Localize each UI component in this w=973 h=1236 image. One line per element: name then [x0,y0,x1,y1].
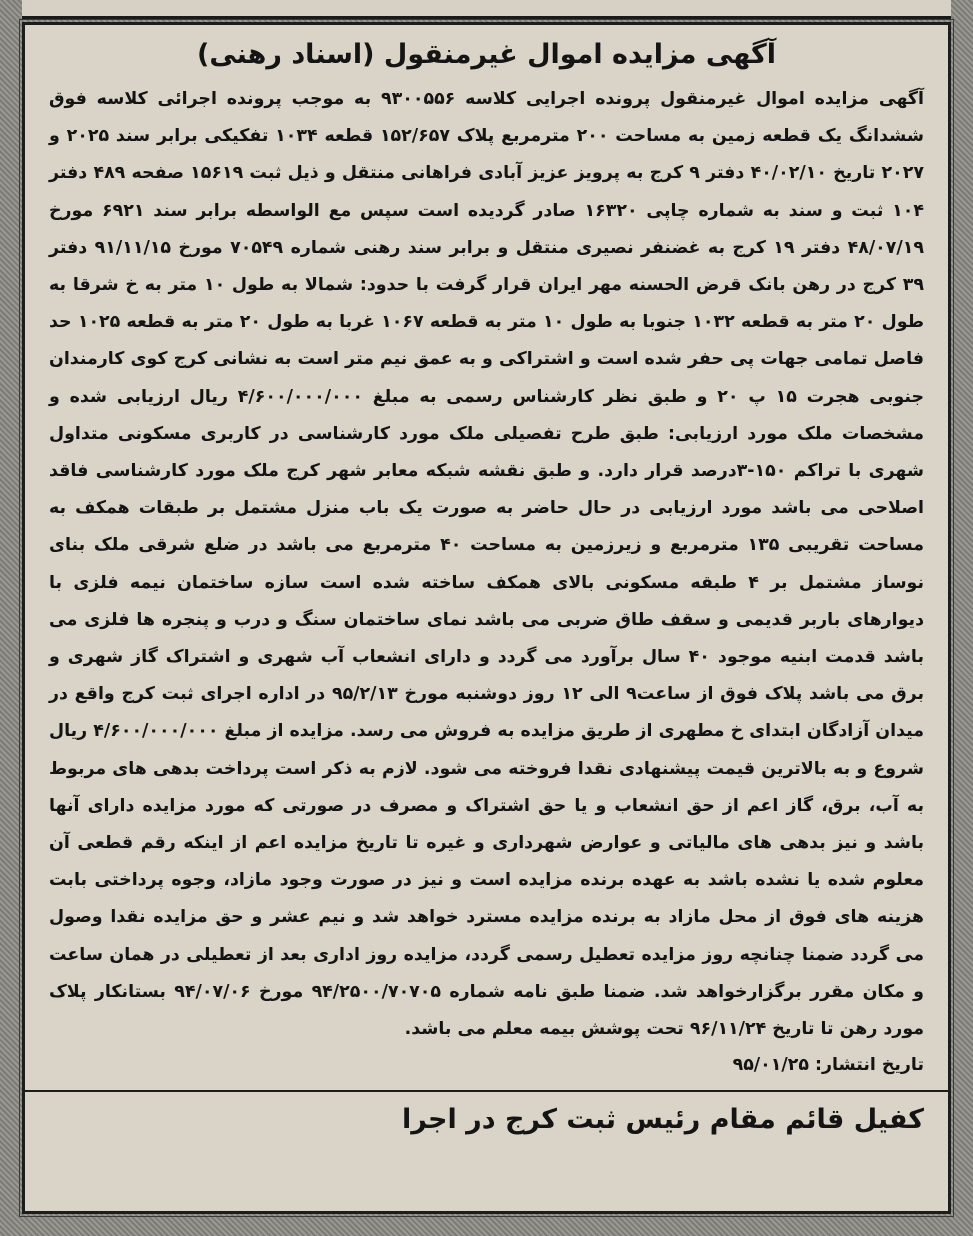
notice-body: آگهی مزایده اموال غیرمنقول پرونده اجرایی کلاسه ۹۳۰۰۵۵۶ به موجب پرونده اجرائی کلاسه فوق ششدانگ یک قطعه زمین به مساحت ۲۰۰ مترمربع پلاک ۱۵۲/۶۵۷ قطعه ۱۰۳۴ تفکیکی برابر سند ۲۰۲۵ و ۲۰۲۷ تاریخ ۴۰/۰۲/۱۰ دفتر ۹ کرج به پرویز عزیز آبادی فراهانی منتقل و ذیل ثبت ۱۵۶۱۹ صفحه ۴۸۹ دفتر ۱۰۴ ثبت و سند به شماره چاپی ۱۶۳۲۰ صادر گردیده است سپس مع الواسطه برابر سند ۶۹۲۱ مورخ ۴۸/۰۷/۱۹ دفتر ۱۹ کرج به غضنفر نصیری منتقل و برابر سند رهنی شماره ۷۰۵۴۹ مورخ ۹۱/۱۱/۱۵ دفتر ۳۹ کرج در رهن بانک قرض الحسنه مهر ایران قرار گرفت با حدود: شمالا به طول ۱۰ متر به خ شرقا به طول ۲۰ متر به قطعه ۱۰۳۲ جنوبا به طول ۱۰ متر به قطعه ۱۰۶۷ غربا به طول ۲۰ متر به قطعه ۱۰۲۵ حد فاصل تمامی جهات پی حفر شده است و اشتراکی و به عمق نیم متر است به نشانی کرج کوی کارمندان جنوبی هجرت ۱۵ پ ۲۰ و طبق نظر کارشناس رسمی به مبلغ ۴/۶۰۰/۰۰۰/۰۰۰ ریال ارزیابی شده و مشخصات ملک مورد ارزیابی: طبق طرح تفصیلی ملک مورد کارشناسی در کاربری مسکونی متداول شهری با تراکم ۱۵۰-۳درصد قرار دارد. و طبق نقشه شبکه معابر شهر کرج ملک مورد کارشناسی فاقد اصلاحی می باشد مورد ارزیابی در حال حاضر به صورت یک باب منزل مشتمل بر طبقات همکف به مساحت تقریبی ۱۳۵ مترمربع و زیرزمین به مساحت ۴۰ مترمربع می باشد در ضلع شرقی ملک بنای نوساز مشتمل بر ۴ طبقه مسکونی بالای همکف ساخته شده است سازه ساختمان نیمه فلزی با دیوارهای باربر قدیمی و سقف طاق ضربی می باشد نمای ساختمان سنگ و درب و پنجره ها فلزی می باشد قدمت ابنیه موجود ۴۰ سال برآورد می گردد و دارای انشعاب آب شهری و اشتراک گاز شهری و برق می باشد پلاک فوق از ساعت۹ الی ۱۲ روز دوشنبه مورخ ۹۵/۲/۱۳ در اداره اجرای ثبت کرج واقع در میدان آزادگان ابتدای خ مطهری از طریق مزایده به فروش می رسد. مزایده از مبلغ ۴/۶۰۰/۰۰۰/۰۰۰ ریال شروع و به بالاترین قیمت پیشنهادی نقدا فروخته می شود. لازم به ذکر است پرداخت بدهی های مربوط به آب، برق، گاز اعم از حق انشعاب و یا حق اشتراک و مصرف در صورتی که مورد مزایده دارای آنها باشد و نیز بدهی های مالیاتی و عوارض شهرداری و غیره تا تاریخ مزایده اعم از اینکه رقم قطعی آن معلوم شده یا نشده باشد به عهده برنده مزایده است و نیز در صورت وجود مازاد، وجوه پرداختی بابت هزینه های فوق از محل مازاد به برنده مزایده مسترد خواهد شد و نیم عشر و حق مزایده نقدا وصول می گردد ضمنا چنانچه روز مزایده تعطیل رسمی گردد، مزایده روز اداری بعد از تعطیلی در همان ساعت و مکان مقرر برگزارخواهد شد. ضمنا طبق نامه شماره ۹۴/۲۵۰۰/۷۰۷۰۵ مورخ ۹۴/۰۷/۰۶ بستانکار پلاک مورد رهن تا تاریخ ۹۶/۱۱/۲۴ تحت پوشش بیمه معلم می باشد. [49,89,925,1040]
notice-title: آگهی مزایده اموال غیرمنقول (اسناد رهنی) [196,39,776,70]
previous-notice-edge [22,0,951,19]
publication-date: تاریخ انتشار: ۹۵/۰۱/۲۵ [732,1055,924,1076]
auction-notice [22,22,951,1214]
signature: کفیل قائم مقام رئیس ثبت کرج در اجرا [402,1104,924,1136]
